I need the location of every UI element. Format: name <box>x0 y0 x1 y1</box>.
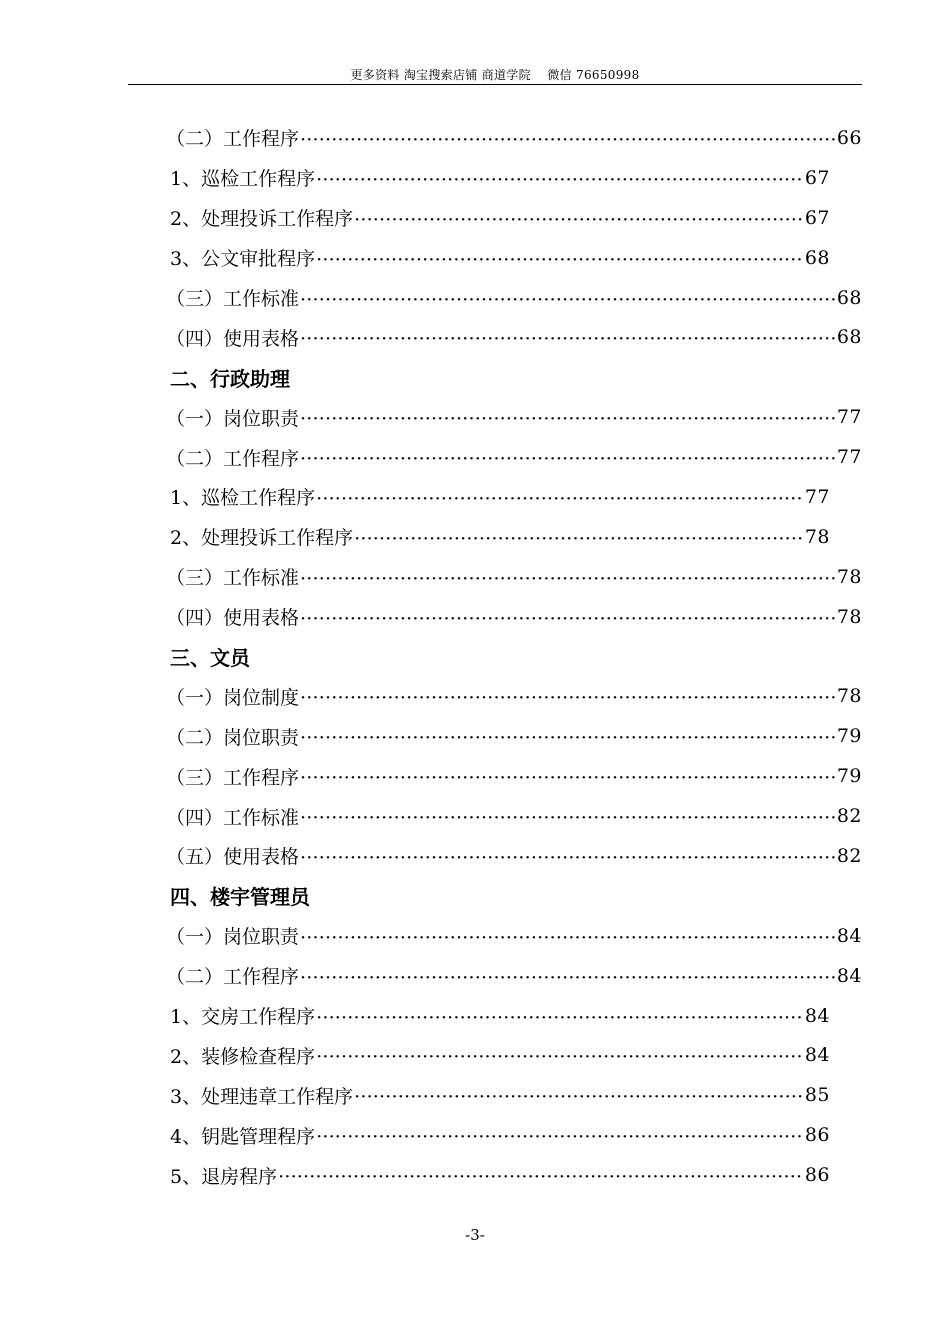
toc-entry[interactable] <box>170 517 830 557</box>
toc-page-number: 84 <box>804 1004 830 1027</box>
toc-dot-leader <box>316 249 804 271</box>
toc-page-number: 78 <box>804 525 830 548</box>
toc-entry-title: （三）工作标准 <box>166 288 300 310</box>
toc-dot-leader <box>354 1086 804 1108</box>
toc-page-number: 79 <box>836 765 862 788</box>
toc-entry-title: 3、处理违章工作程序 <box>170 1085 354 1108</box>
toc-dot-leader <box>316 1007 804 1029</box>
toc-entry[interactable] <box>166 956 862 996</box>
toc-entry[interactable] <box>166 118 862 158</box>
toc-entry[interactable] <box>166 278 862 318</box>
toc-dot-leader <box>316 488 804 510</box>
toc-section-heading <box>170 357 862 397</box>
toc-entry-title: 1、交房工作程序 <box>170 1006 316 1029</box>
toc-entry[interactable] <box>170 198 830 238</box>
toc-page-number: 68 <box>836 286 862 309</box>
toc-entry-title: 2、处理投诉工作程序 <box>170 527 354 550</box>
toc-entry-title: 二、行政助理 <box>170 366 290 391</box>
header-text: 更多资料 淘宝搜索店铺 商道学院 微信 76650998 <box>350 68 640 82</box>
toc-entry[interactable] <box>170 1075 830 1115</box>
toc-entry[interactable] <box>166 756 862 796</box>
toc-entry[interactable] <box>166 597 862 637</box>
toc-entry[interactable] <box>166 676 862 716</box>
toc-entry-title: （二）岗位职责 <box>166 726 300 749</box>
toc-entry[interactable] <box>166 557 862 597</box>
toc-entry-title: （四）工作标准 <box>166 806 300 829</box>
toc-page-number: 68 <box>836 326 862 349</box>
toc-page-number: 67 <box>804 206 830 229</box>
toc-entry-title: 三、文员 <box>170 646 250 671</box>
toc-dot-leader <box>278 1166 804 1188</box>
toc-entry-title: （三）工作程序 <box>166 766 300 789</box>
toc-dot-leader <box>300 408 836 430</box>
toc-dot-leader <box>300 129 836 151</box>
toc-entry[interactable] <box>170 238 830 278</box>
toc-entry-title: （二）工作程序 <box>166 128 300 151</box>
toc-page-number: 79 <box>836 725 862 748</box>
toc-entry-title: 1、巡检工作程序 <box>170 168 316 191</box>
toc-dot-leader <box>300 807 836 829</box>
toc-entry[interactable] <box>166 716 862 756</box>
toc-entry-title: （四）使用表格 <box>166 607 300 630</box>
toc-entry-title: 3、公文审批程序 <box>170 248 316 271</box>
toc-dot-leader <box>300 847 836 869</box>
toc-page-number: 66 <box>836 126 862 149</box>
toc-dot-leader <box>300 687 836 709</box>
toc-dot-leader <box>300 289 836 311</box>
toc-entry-title: （三）工作标准 <box>166 567 300 590</box>
toc-page-number: 67 <box>804 166 830 189</box>
toc-dot-leader <box>300 328 836 350</box>
toc-dot-leader <box>316 169 804 191</box>
toc-dot-leader <box>300 927 836 949</box>
toc-entry[interactable] <box>170 158 830 198</box>
toc-page-number: 77 <box>836 446 862 469</box>
toc-section-heading <box>170 637 862 677</box>
toc-entry-title: 5、退房程序 <box>170 1165 278 1188</box>
toc-page-number: 82 <box>836 805 862 828</box>
toc-entry-title: 四、楼宇管理员 <box>170 885 310 910</box>
toc-dot-leader <box>300 608 836 630</box>
toc-page-number: 86 <box>804 1124 830 1147</box>
toc-entry-title: （五）使用表格 <box>166 846 300 869</box>
toc-page-number: 84 <box>836 964 862 987</box>
toc-entry-title: （一）岗位职责 <box>166 407 300 430</box>
table-of-contents <box>166 118 862 1195</box>
toc-dot-leader <box>316 1046 804 1068</box>
toc-entry-title: （四）使用表格 <box>166 327 300 350</box>
toc-entry-title: 2、装修检查程序 <box>170 1045 316 1068</box>
toc-entry[interactable] <box>170 1155 830 1195</box>
toc-entry-title: （二）工作程序 <box>166 966 300 989</box>
toc-dot-leader <box>354 528 804 550</box>
toc-entry[interactable] <box>166 796 862 836</box>
toc-page-number: 82 <box>836 844 862 867</box>
toc-section-heading <box>170 876 862 916</box>
toc-entry-title: （一）岗位制度 <box>166 686 300 709</box>
toc-page-number: 77 <box>804 485 830 508</box>
toc-entry[interactable] <box>166 437 862 477</box>
toc-dot-leader <box>300 727 836 749</box>
toc-dot-leader <box>300 568 836 590</box>
toc-entry[interactable] <box>166 836 862 876</box>
page-number: -3- <box>465 1226 485 1244</box>
toc-page-number: 68 <box>804 246 830 269</box>
toc-page-number: 85 <box>804 1084 830 1107</box>
toc-entry-title: （二）工作程序 <box>166 447 300 470</box>
toc-page-number: 78 <box>836 605 862 628</box>
toc-dot-leader <box>316 1126 804 1148</box>
toc-entry-title: （一）岗位职责 <box>166 926 300 949</box>
toc-dot-leader <box>354 209 804 231</box>
toc-entry[interactable] <box>166 317 862 357</box>
toc-entry-title: 1、巡检工作程序 <box>170 487 316 510</box>
toc-entry[interactable] <box>170 477 830 517</box>
toc-entry[interactable] <box>170 1035 830 1075</box>
toc-page-number: 84 <box>836 924 862 947</box>
toc-page-number: 78 <box>836 565 862 588</box>
toc-page-number: 86 <box>804 1164 830 1187</box>
toc-dot-leader <box>300 967 836 989</box>
toc-dot-leader <box>300 448 836 470</box>
toc-page-number: 78 <box>836 685 862 708</box>
toc-entry[interactable] <box>166 916 862 956</box>
page-header <box>128 64 862 85</box>
toc-entry[interactable] <box>170 1115 830 1155</box>
toc-dot-leader <box>300 767 836 789</box>
toc-page-number: 84 <box>804 1044 830 1067</box>
toc-entry[interactable] <box>166 397 862 437</box>
toc-page-number: 77 <box>836 406 862 429</box>
toc-entry[interactable] <box>170 996 830 1036</box>
toc-entry-title: 4、钥匙管理程序 <box>170 1125 316 1148</box>
toc-entry-title: 2、处理投诉工作程序 <box>170 208 354 231</box>
